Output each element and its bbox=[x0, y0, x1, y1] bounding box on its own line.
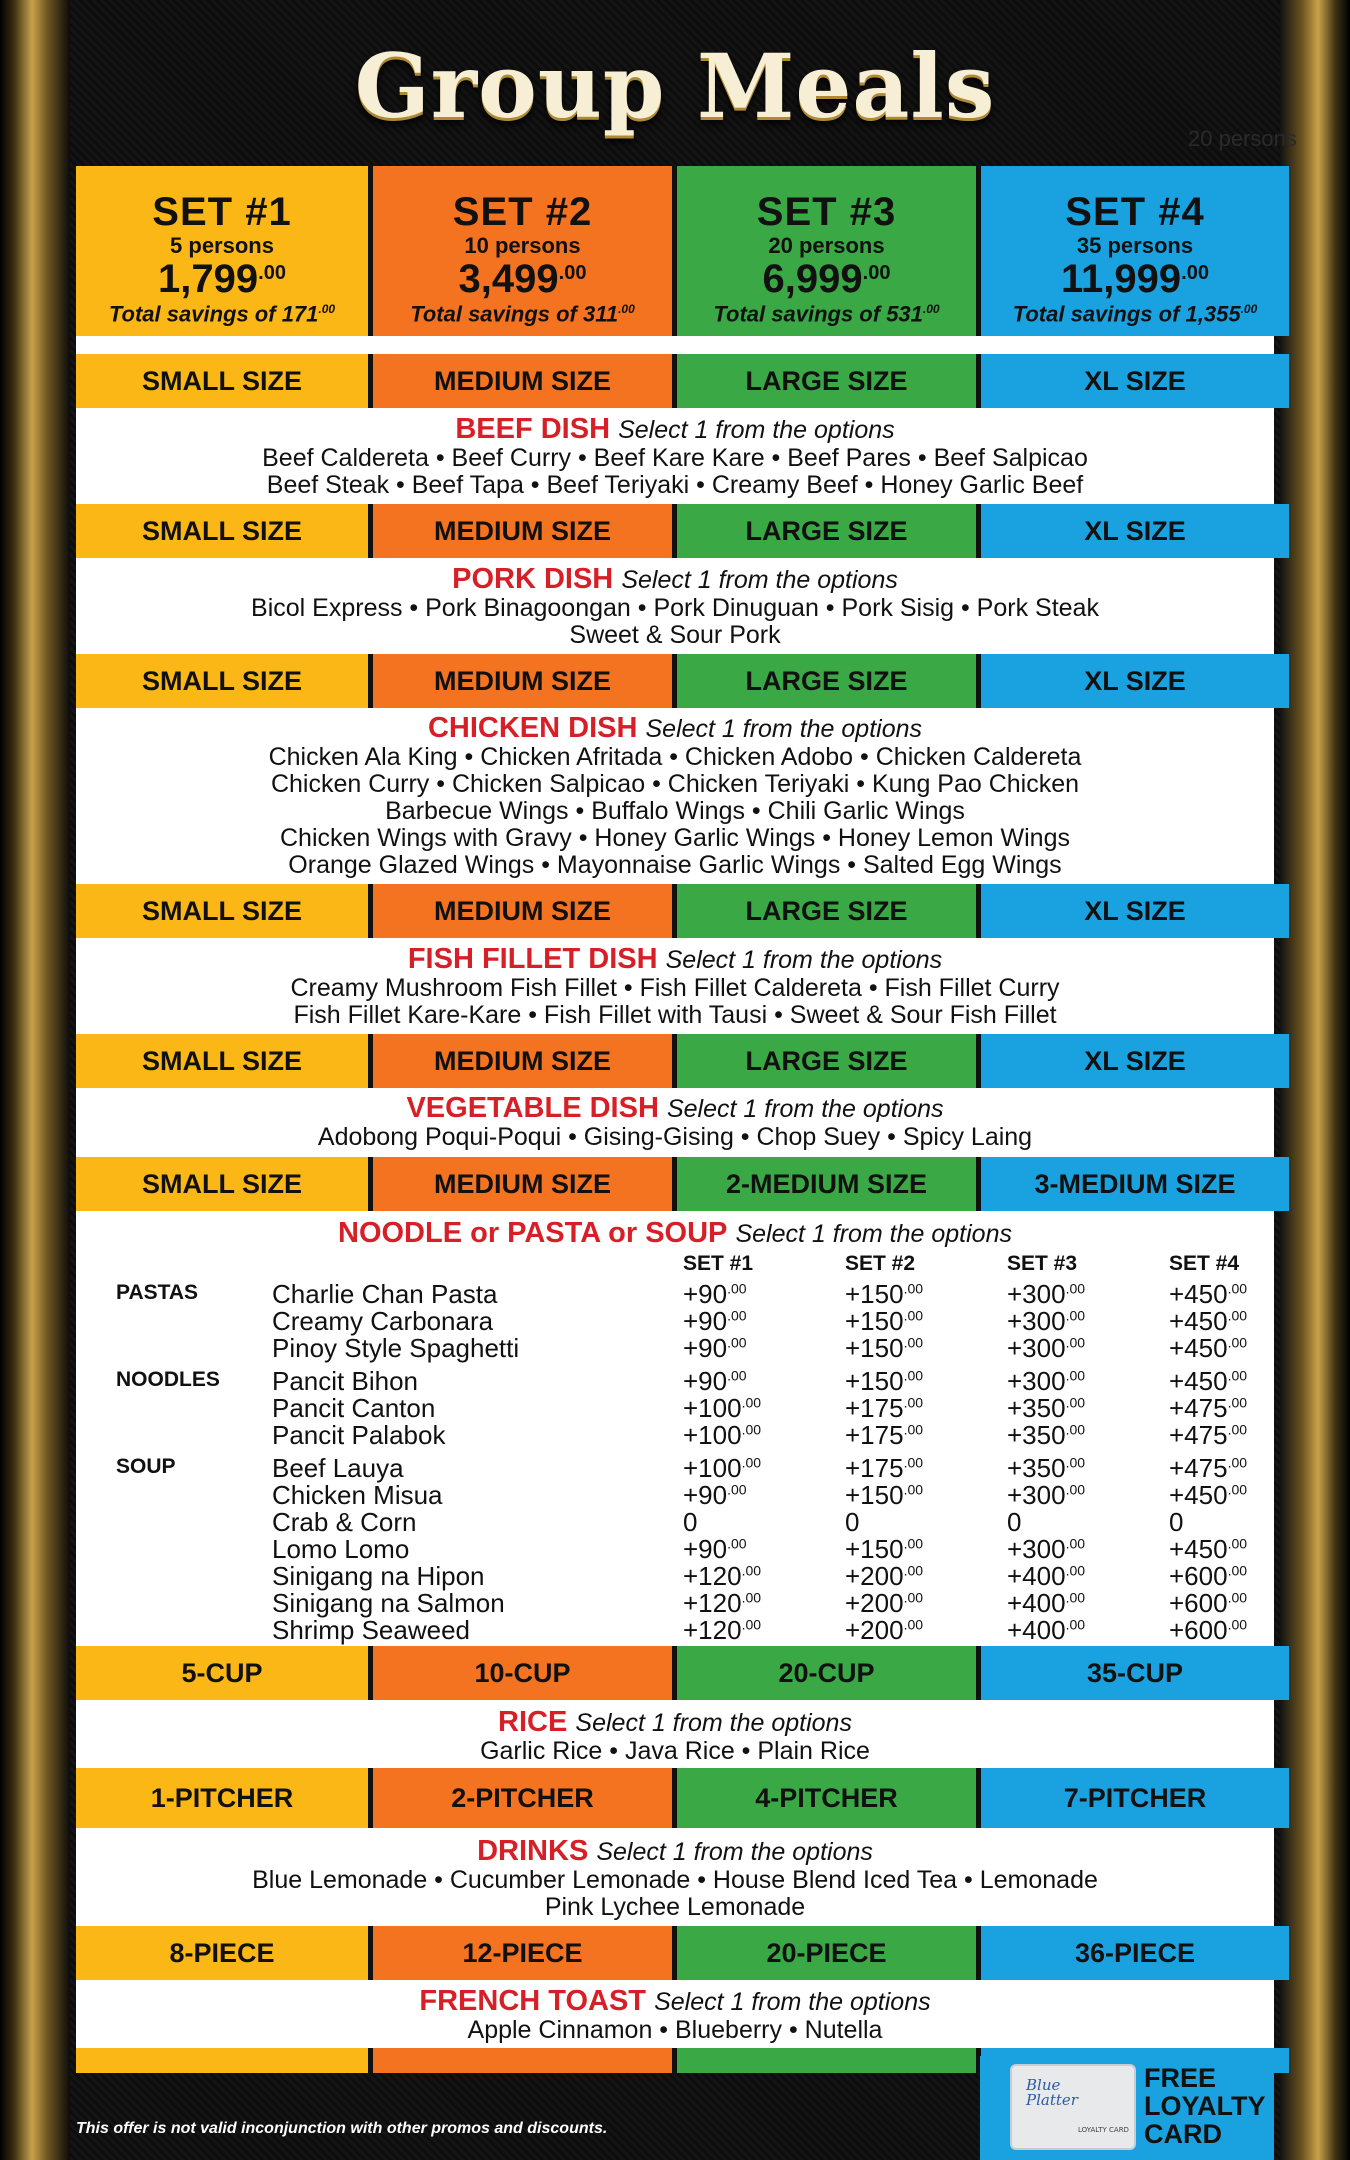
table-item: Beef Lauya bbox=[272, 1453, 404, 1483]
table-price: $+150^{.00}$ bbox=[845, 1306, 924, 1336]
size-cell: XL SIZE bbox=[981, 504, 1289, 558]
table-header: SET #1 bbox=[683, 1252, 754, 1275]
table-price: $+475^{.00}$ bbox=[1169, 1420, 1248, 1450]
option-line: Apple Cinnamon • Blueberry • Nutella bbox=[467, 2016, 883, 2044]
table-price: $+120^{.00}$ bbox=[683, 1588, 762, 1618]
section-title: VEGETABLE DISH bbox=[406, 1092, 659, 1124]
option-line: Pink Lychee Lemonade bbox=[544, 1893, 806, 1921]
table-price: $+300^{.00}$ bbox=[1007, 1480, 1086, 1510]
table-price: $+600^{.00}$ bbox=[1169, 1588, 1248, 1618]
table-price: $+350^{.00}$ bbox=[1007, 1453, 1086, 1483]
set-savings: Total savings of $311^{.00}$ bbox=[410, 301, 635, 327]
size-cell: 8-PIECE bbox=[76, 1926, 368, 1980]
table-price: $+300^{.00}$ bbox=[1007, 1366, 1086, 1396]
option-line: Chicken Curry • Chicken Salpicao • Chicken Teriyaki • Kung Pao Chicken bbox=[270, 770, 1080, 798]
size-cell: SMALL SIZE bbox=[76, 654, 368, 708]
table-price: $+200^{.00}$ bbox=[845, 1588, 924, 1618]
set-header-row bbox=[76, 166, 1274, 336]
size-cell: MEDIUM SIZE bbox=[373, 884, 672, 938]
table-price: $+350^{.00}$ bbox=[1007, 1420, 1086, 1450]
table-price: $+100^{.00}$ bbox=[683, 1420, 762, 1450]
size-cell: MEDIUM SIZE bbox=[373, 504, 672, 558]
color-strip bbox=[76, 2048, 368, 2073]
size-row-toast bbox=[76, 1926, 1274, 1980]
select-note: Select 1 from the options bbox=[618, 416, 895, 444]
size-row-drinks bbox=[76, 1768, 1274, 1828]
table-price: $+175^{.00}$ bbox=[845, 1453, 924, 1483]
table-price: $+300^{.00}$ bbox=[1007, 1279, 1086, 1309]
table-price: 0 bbox=[1169, 1507, 1184, 1537]
color-strip bbox=[373, 2048, 672, 2073]
faint-watermark-text: 20 persons bbox=[1188, 126, 1297, 151]
table-item: Pancit Bihon bbox=[272, 1366, 418, 1396]
table-price: $+200^{.00}$ bbox=[845, 1615, 924, 1645]
table-price: $+175^{.00}$ bbox=[845, 1420, 924, 1450]
size-cell: XL SIZE bbox=[981, 1034, 1289, 1088]
table-item: Lomo Lomo bbox=[272, 1534, 410, 1564]
size-cell: 5-CUP bbox=[76, 1646, 368, 1700]
table-price: $+450^{.00}$ bbox=[1169, 1534, 1248, 1564]
table-header: SET #4 bbox=[1169, 1252, 1240, 1275]
size-cell: MEDIUM SIZE bbox=[373, 654, 672, 708]
size-cell: SMALL SIZE bbox=[76, 884, 368, 938]
size-cell: XL SIZE bbox=[981, 884, 1289, 938]
set-price: $11,999^{.00}$ bbox=[1061, 257, 1209, 302]
chicken-dish-section bbox=[76, 713, 1274, 879]
table-price: $+200^{.00}$ bbox=[845, 1561, 924, 1591]
table-price: 0 bbox=[845, 1507, 860, 1537]
card-brand: Platter bbox=[1026, 2091, 1078, 2109]
select-note: Select 1 from the options bbox=[665, 946, 943, 974]
table-price: $+450^{.00}$ bbox=[1169, 1480, 1248, 1510]
table-item: Pinoy Style Spaghetti bbox=[272, 1333, 520, 1363]
card-brand: Blue bbox=[1026, 2076, 1061, 2094]
size-row-fish bbox=[76, 884, 1274, 938]
set-1-card[interactable] bbox=[76, 166, 368, 336]
category-label: NOODLES bbox=[116, 1368, 220, 1391]
option-line: Garlic Rice • Java Rice • Plain Rice bbox=[480, 1737, 870, 1765]
size-row-rice bbox=[76, 1646, 1274, 1700]
table-price: $+400^{.00}$ bbox=[1007, 1561, 1086, 1591]
size-row-pork bbox=[76, 504, 1274, 558]
size-cell: 7-PITCHER bbox=[981, 1768, 1289, 1828]
table-item: Pancit Palabok bbox=[272, 1420, 446, 1450]
table-price: $+300^{.00}$ bbox=[1007, 1306, 1086, 1336]
size-row-beef bbox=[76, 354, 1274, 408]
set-name: SET #4 bbox=[1065, 190, 1205, 235]
set-name: SET #3 bbox=[756, 190, 897, 235]
table-price: $+100^{.00}$ bbox=[683, 1393, 762, 1423]
option-line: Orange Glazed Wings • Mayonnaise Garlic Wings • Salted Egg Wings bbox=[288, 851, 1062, 879]
fish-fillet-section bbox=[76, 944, 1274, 1029]
set-price: $6,999^{.00}$ bbox=[762, 257, 891, 302]
option-line: Chicken Wings with Gravy • Honey Garlic Wings • Honey Lemon Wings bbox=[280, 824, 1070, 852]
table-price: $+150^{.00}$ bbox=[845, 1480, 924, 1510]
set-4-card[interactable] bbox=[981, 166, 1289, 336]
table-price: $+150^{.00}$ bbox=[845, 1279, 924, 1309]
size-cell: 12-PIECE bbox=[373, 1926, 672, 1980]
noodle-pasta-soup-section bbox=[76, 1218, 1274, 1249]
size-cell: LARGE SIZE bbox=[677, 354, 976, 408]
select-note: Select 1 from the options bbox=[666, 1095, 944, 1123]
beef-dish-section bbox=[76, 414, 1274, 499]
set-3-card[interactable] bbox=[677, 166, 976, 336]
size-cell: 1-PITCHER bbox=[76, 1768, 368, 1828]
select-note: Select 1 from the options bbox=[596, 1838, 873, 1866]
table-item: Sinigang na Hipon bbox=[272, 1561, 485, 1591]
section-title: PORK DISH bbox=[452, 563, 614, 595]
french-toast-section bbox=[76, 1986, 1274, 2044]
table-price: $+450^{.00}$ bbox=[1169, 1306, 1248, 1336]
set-name: SET #1 bbox=[152, 190, 292, 235]
size-cell: SMALL SIZE bbox=[76, 504, 368, 558]
table-price: $+150^{.00}$ bbox=[845, 1366, 924, 1396]
loyalty-line: FREE bbox=[1144, 2063, 1217, 2093]
select-note: Select 1 from the options bbox=[621, 566, 898, 594]
select-note: Select 1 from the options bbox=[645, 715, 923, 743]
table-price: $+450^{.00}$ bbox=[1169, 1366, 1248, 1396]
select-note: Select 1 from the options bbox=[654, 1988, 931, 2016]
table-price: $+350^{.00}$ bbox=[1007, 1393, 1086, 1423]
set-savings: Total savings of $531^{.00}$ bbox=[713, 301, 940, 327]
disclaimer-text: This offer is not valid inconjunction with other promos and discounts. bbox=[76, 2120, 608, 2137]
table-price: $+120^{.00}$ bbox=[683, 1615, 762, 1645]
select-note: Select 1 from the options bbox=[735, 1220, 1012, 1248]
table-item: Creamy Carbonara bbox=[272, 1306, 494, 1336]
option-line: Adobong Poqui-Poqui • Gising-Gising • Chop Suey • Spicy Laing bbox=[317, 1123, 1033, 1151]
size-cell: 2-PITCHER bbox=[373, 1768, 672, 1828]
section-title: DRINKS bbox=[477, 1835, 589, 1867]
size-cell: 3-MEDIUM SIZE bbox=[981, 1157, 1289, 1211]
vegetable-dish-section bbox=[76, 1093, 1274, 1151]
table-price: $+450^{.00}$ bbox=[1169, 1279, 1248, 1309]
option-line: Beef Caldereta • Beef Curry • Beef Kare Kare • Beef Pares • Beef Salpicao bbox=[262, 444, 1088, 472]
set-persons: 35 persons bbox=[1076, 233, 1194, 259]
size-cell: LARGE SIZE bbox=[677, 884, 976, 938]
size-cell: SMALL SIZE bbox=[76, 1034, 368, 1088]
table-price: $+600^{.00}$ bbox=[1169, 1561, 1248, 1591]
size-cell: LARGE SIZE bbox=[677, 654, 976, 708]
table-price: $+90^{.00}$ bbox=[683, 1480, 747, 1510]
select-note: Select 1 from the options bbox=[575, 1709, 852, 1737]
section-title: FISH FILLET DISH bbox=[407, 943, 658, 975]
table-price: $+400^{.00}$ bbox=[1007, 1588, 1086, 1618]
option-line: Chicken Ala King • Chicken Afritada • Chicken Adobo • Chicken Caldereta bbox=[268, 743, 1082, 771]
table-price: $+90^{.00}$ bbox=[683, 1333, 747, 1363]
pork-dish-section bbox=[76, 564, 1274, 649]
option-line: Fish Fillet Kare-Kare • Fish Fillet with Tausi • Sweet & Sour Fish Fillet bbox=[293, 1001, 1057, 1029]
table-header: SET #3 bbox=[1007, 1252, 1078, 1275]
table-price: $+90^{.00}$ bbox=[683, 1306, 747, 1336]
option-line: Blue Lemonade • Cucumber Lemonade • House Blend Iced Tea • Lemonade bbox=[252, 1866, 1098, 1894]
option-line: Beef Steak • Beef Tapa • Beef Teriyaki • Creamy Beef • Honey Garlic Beef bbox=[266, 471, 1084, 499]
option-line: Creamy Mushroom Fish Fillet • Fish Fillet Caldereta • Fish Fillet Curry bbox=[290, 974, 1060, 1002]
menu-board bbox=[76, 166, 1274, 2073]
section-title: FRENCH TOAST bbox=[419, 1985, 647, 2017]
table-price: $+90^{.00}$ bbox=[683, 1534, 747, 1564]
section-title: RICE bbox=[498, 1706, 568, 1738]
table-price: $+300^{.00}$ bbox=[1007, 1534, 1086, 1564]
size-cell: 4-PITCHER bbox=[677, 1768, 976, 1828]
section-title: CHICKEN DISH bbox=[427, 712, 638, 744]
set-persons: 20 persons bbox=[768, 233, 885, 259]
table-price: $+120^{.00}$ bbox=[683, 1561, 762, 1591]
section-title: NOODLE or PASTA or SOUP bbox=[338, 1217, 728, 1249]
table-price: $+300^{.00}$ bbox=[1007, 1333, 1086, 1363]
table-item: Charlie Chan Pasta bbox=[272, 1279, 498, 1309]
table-price: $+90^{.00}$ bbox=[683, 1366, 747, 1396]
table-price: $+150^{.00}$ bbox=[845, 1333, 924, 1363]
table-item: Chicken Misua bbox=[272, 1480, 443, 1510]
rice-section bbox=[76, 1707, 1274, 1765]
set-persons: 5 persons bbox=[170, 233, 274, 259]
table-price: 0 bbox=[683, 1507, 698, 1537]
table-price: $+450^{.00}$ bbox=[1169, 1333, 1248, 1363]
set-price: $1,799^{.00}$ bbox=[158, 257, 286, 302]
table-price: $+100^{.00}$ bbox=[683, 1453, 762, 1483]
set-2-card[interactable] bbox=[373, 166, 672, 336]
size-cell: SMALL SIZE bbox=[76, 1157, 368, 1211]
color-strip bbox=[677, 2048, 976, 2073]
size-cell: 10-CUP bbox=[373, 1646, 672, 1700]
size-cell: XL SIZE bbox=[981, 354, 1289, 408]
size-row-noodle bbox=[76, 1157, 1274, 1211]
table-price: $+150^{.00}$ bbox=[845, 1534, 924, 1564]
size-cell: MEDIUM SIZE bbox=[373, 1157, 672, 1211]
option-line: Barbecue Wings • Buffalo Wings • Chili Garlic Wings bbox=[385, 797, 965, 825]
drinks-section bbox=[76, 1836, 1274, 1921]
table-price: $+175^{.00}$ bbox=[845, 1393, 924, 1423]
table-price: $+475^{.00}$ bbox=[1169, 1393, 1248, 1423]
size-cell: 35-CUP bbox=[981, 1646, 1289, 1700]
table-price: $+90^{.00}$ bbox=[683, 1279, 747, 1309]
table-item: Sinigang na Salmon bbox=[272, 1588, 505, 1618]
size-cell: 20-PIECE bbox=[677, 1926, 976, 1980]
set-name: SET #2 bbox=[452, 190, 593, 235]
size-cell: 2-MEDIUM SIZE bbox=[677, 1157, 976, 1211]
size-cell: 36-PIECE bbox=[981, 1926, 1289, 1980]
page-title: Group Meals bbox=[354, 34, 996, 138]
option-line: Sweet & Sour Pork bbox=[569, 621, 781, 649]
table-item: Shrimp Seaweed bbox=[272, 1615, 470, 1645]
table-price: $+600^{.00}$ bbox=[1169, 1615, 1248, 1645]
size-cell: 20-CUP bbox=[677, 1646, 976, 1700]
loyalty-card-image bbox=[1010, 2064, 1136, 2150]
option-line: Bicol Express • Pork Binagoongan • Pork Dinuguan • Pork Sisig • Pork Steak bbox=[251, 594, 1099, 622]
loyalty-line: CARD bbox=[1144, 2119, 1222, 2149]
size-cell: MEDIUM SIZE bbox=[373, 354, 672, 408]
loyalty-card-promo[interactable] bbox=[980, 2056, 1274, 2160]
table-price: $+475^{.00}$ bbox=[1169, 1453, 1248, 1483]
category-label: PASTAS bbox=[116, 1281, 199, 1304]
size-cell: XL SIZE bbox=[981, 654, 1289, 708]
table-item: Crab & Corn bbox=[272, 1507, 417, 1537]
table-header: SET #2 bbox=[845, 1252, 916, 1275]
size-cell: LARGE SIZE bbox=[677, 504, 976, 558]
size-cell: MEDIUM SIZE bbox=[373, 1034, 672, 1088]
table-price: 0 bbox=[1007, 1507, 1022, 1537]
card-label: LOYALTY CARD bbox=[1078, 2126, 1129, 2134]
category-label: SOUP bbox=[116, 1455, 176, 1478]
set-savings: Total savings of $1,355^{.00}$ bbox=[1012, 301, 1258, 327]
loyalty-text bbox=[1144, 2064, 1266, 2148]
section-title: BEEF DISH bbox=[455, 413, 611, 445]
table-item: Pancit Canton bbox=[272, 1393, 436, 1423]
set-savings: Total savings of $171^{.00}$ bbox=[108, 301, 336, 327]
loyalty-line: LOYALTY bbox=[1144, 2091, 1266, 2121]
size-cell: LARGE SIZE bbox=[677, 1034, 976, 1088]
size-row-vegetable bbox=[76, 1034, 1274, 1088]
set-price: $3,499^{.00}$ bbox=[458, 257, 587, 302]
set-persons: 10 persons bbox=[464, 233, 581, 259]
size-row-chicken bbox=[76, 654, 1274, 708]
table-price: $+400^{.00}$ bbox=[1007, 1615, 1086, 1645]
size-cell: SMALL SIZE bbox=[76, 354, 368, 408]
